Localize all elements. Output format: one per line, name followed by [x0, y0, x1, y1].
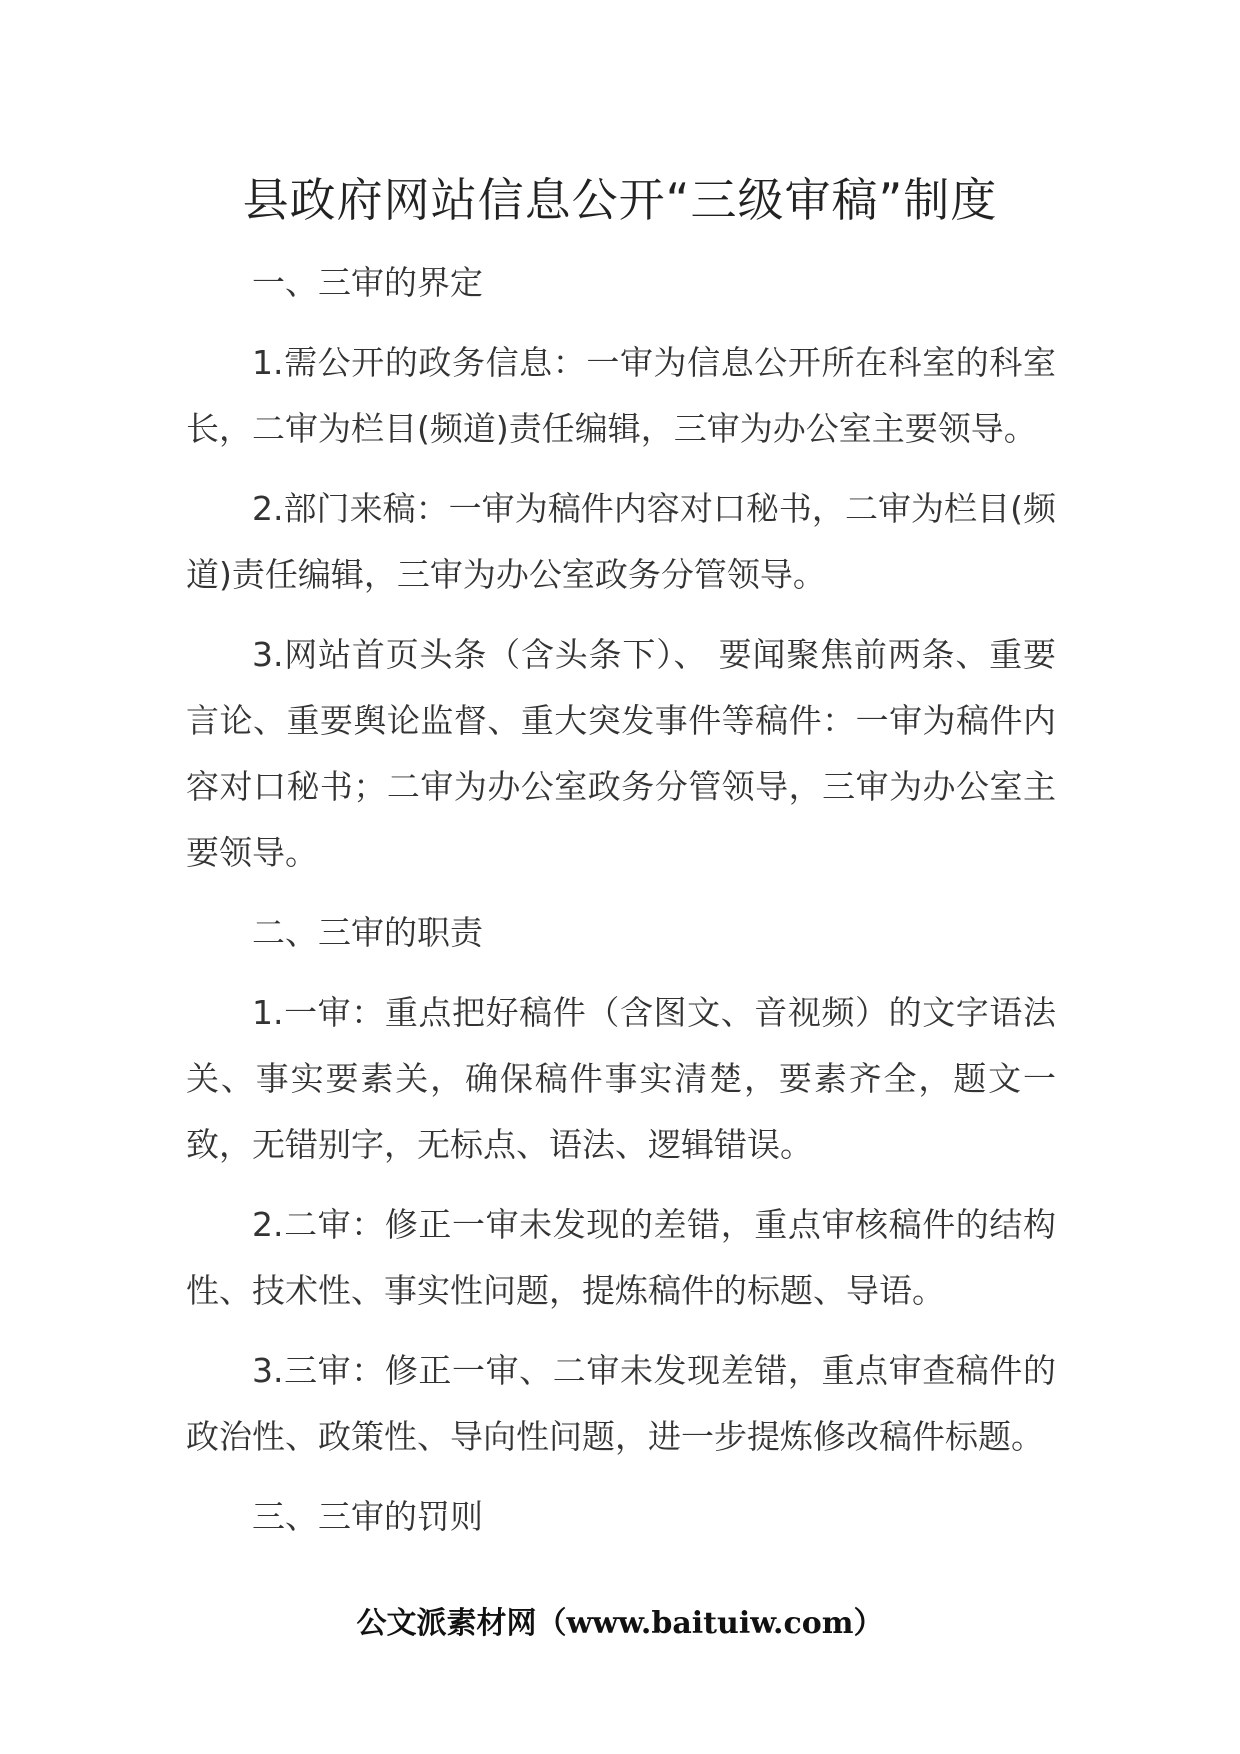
- paragraph: 3.三审：修正一审、二审未发现差错，重点审查稿件的政治性、政策性、导向性问题，进一步提炼修改稿件标题。: [186, 1351, 1056, 1456]
- section-heading-penalties: 三、三审的罚则: [252, 1497, 483, 1536]
- section-heading-duties: 二、三审的职责: [252, 913, 483, 952]
- document-title: 县政府网站信息公开“三级审稿”制度: [242, 173, 998, 227]
- section-heading-definition: 一、三审的界定: [252, 263, 483, 302]
- paragraph: 1.需公开的政务信息：一审为信息公开所在科室的科室长，二审为栏目(频道)责任编辑，三审为办公室主要领导。: [186, 343, 1056, 448]
- paragraph: 2.二审：修正一审未发现的差错，重点审核稿件的结构性、技术性、事实性问题，提炼稿件的标题、导语。: [186, 1205, 1056, 1310]
- footer-watermark: 公文派素材网（www.baituiw.com）: [356, 1606, 884, 1641]
- paragraph: 2.部门来稿：一审为稿件内容对口秘书，二审为栏目(频道)责任编辑，三审为办公室政务分管领导。: [186, 489, 1056, 594]
- paragraph: 3.网站首页头条（含头条下）、 要闻聚焦前两条、重要言论、重要舆论监督、重大突发事件等稿件：一审为稿件内容对口秘书；二审为办公室政务分管领导，三审为办公室主要领导。: [186, 635, 1056, 872]
- paragraph: 1.一审：重点把好稿件（含图文、音视频）的文字语法关、事实要素关，确保稿件事实清楚，要素齐全，题文一致，无错别字，无标点、语法、逻辑错误。: [186, 993, 1056, 1164]
- document-body: [186, 250, 1056, 1564]
